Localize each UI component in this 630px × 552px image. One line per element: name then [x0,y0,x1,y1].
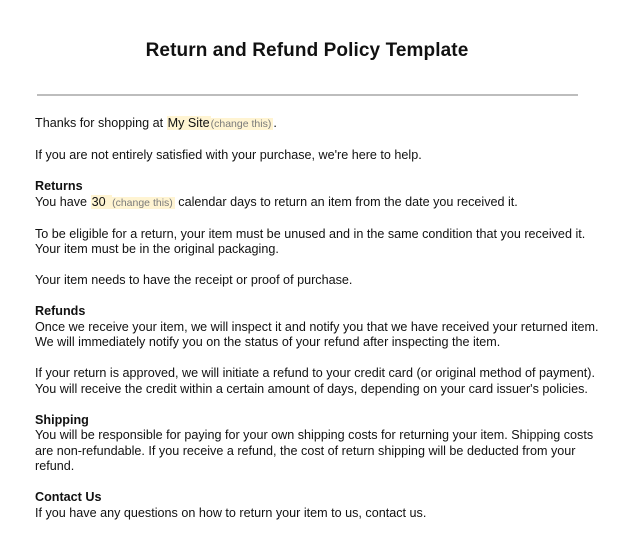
days-value-placeholder: 30 [91,194,106,209]
refund-approved-paragraph: If your return is approved, we will initiate a refund to your credit card (or original method of payment). You will receive the credit within a certain amount of days, depending on your card issuer's policies. [35,366,595,396]
thanks-suffix: . [273,116,277,130]
site-change-hint: (change this) [210,118,272,130]
document-title: Return and Refund Policy Template [145,40,469,61]
refunds-section [35,304,605,351]
days-change-hint: (change this) [112,196,173,209]
shipping-heading: Shipping [35,412,89,427]
receipt-paragraph: Your item needs to have the receipt or proof of purchase. [35,273,353,287]
contact-text: If you have any questions on how to return your item to us, contact us. [35,505,427,520]
contact-section [35,490,605,521]
thanks-paragraph [35,116,605,133]
shipping-text: You will be responsible for paying for your own shipping costs for returning your item. Shipping costs are non-refundable. If you receive a refund, the cost of return shipping will be deducted from your refund. [35,428,594,473]
thanks-prefix: Thanks for shopping at [35,116,167,130]
refunds-heading: Refunds [35,304,86,318]
site-name-placeholder: My Site [167,116,210,130]
title-divider [37,94,578,96]
returns-section [35,179,605,211]
days-suffix: calendar days to return an item from the date you received it. [174,194,518,209]
days-prefix: You have [35,194,91,209]
policy-body [35,116,605,537]
eligibility-paragraph: To be eligible for a return, your item must be unused and in the same condition that you received it. Your item must be in the original packaging. [35,226,586,256]
contact-heading: Contact Us [35,490,102,504]
returns-heading: Returns [35,179,83,193]
refunds-inspect-text: Once we receive your item, we will inspect it and notify you that we have received your returned item. We will immediately notify you on the status of your refund after inspecting the item. [35,319,599,349]
shipping-section [35,413,605,475]
satisfaction-paragraph: If you are not entirely satisfied with your purchase, we're here to help. [35,148,422,162]
